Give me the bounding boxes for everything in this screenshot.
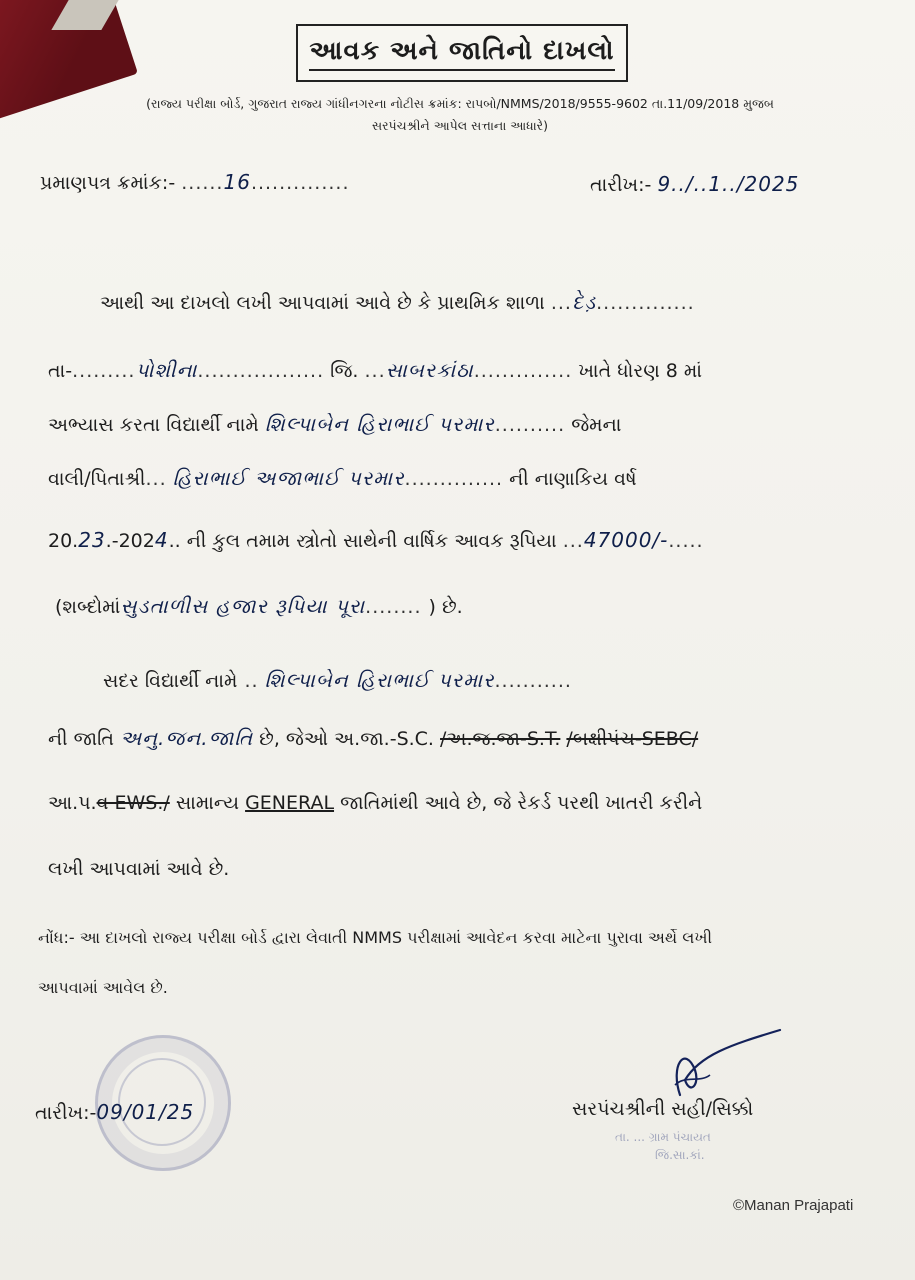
year-prefix-1: 20. [48, 530, 79, 552]
seal-line-1: તા. ... ગ્રામ પંચાયત [615, 1130, 711, 1144]
guardian-name: હિરાભાઈ અજાભાઈ પરમાર [172, 466, 405, 490]
date-value: 9../..1../2025 [657, 172, 800, 196]
ta-label: તા- [48, 360, 73, 382]
ews-prefix: આ.પ. [48, 792, 97, 814]
study-text: અભ્યાસ કરતા વિદ્યાર્થી નામે [48, 414, 259, 436]
closing-row [48, 858, 229, 880]
income-text: .. ની કુલ તમામ સ્ત્રોતો સાથેની વાર્ષિક આવક રૂપિયા [168, 530, 557, 552]
taluka-value: પોશીના [135, 358, 198, 382]
student-name-2: શિલ્પાબેન હિરાભાઈ પરમાર [264, 668, 495, 692]
guardian-label: વાલી/પિતાશ્રી [48, 468, 146, 490]
para2-text: સદર વિદ્યાર્થી નામે [103, 670, 238, 692]
year-hw-2: 4 [154, 528, 169, 552]
note-line-2: આપવામાં આવેલ છે. [38, 978, 168, 997]
para1-row: આથી આ દાખલો લખી આપવામાં આવે છે કે પ્રાથમિક શાળા ...દેડ઼.............. [100, 290, 695, 314]
income-row: 20.23.-2024.. ની કુલ તમામ સ્ત્રોતો સાથેની વાર્ષિક આવક રૂપિયા ...47000/-..... [48, 528, 704, 552]
para1-text: આથી આ દાખલો લખી આપવામાં આવે છે કે પ્રાથમિક શાળા [100, 292, 545, 314]
general-word: GENERAL [245, 792, 335, 814]
subtitle-line-2: સરપંચશ્રીને આપેલ સત્તાના આધારે) [371, 118, 549, 133]
words-label: (શબ્દોમાં [55, 596, 121, 618]
cert-no-value: 16 [223, 170, 251, 194]
student-row: અભ્યાસ કરતા વિદ્યાર્થી નામે શિલ્પાબેન હિરાભાઈ પરમાર.......... જેમના [48, 412, 622, 436]
caste-row [48, 726, 698, 750]
sebc-struck: /બક્ષીપંચ-SEBC/ [566, 728, 699, 750]
cert-no-label: પ્રમાણપત્ર ક્રમાંક:- [40, 172, 176, 194]
watermark: ©Manan Prajapati [733, 1197, 854, 1214]
bottom-date-value: 09/01/25 [96, 1100, 195, 1124]
ews-struck: વ EWS./ [96, 792, 170, 814]
year-mid: .-202 [105, 530, 155, 552]
subtitle [60, 93, 860, 137]
guardian-row: વાલી/પિતાશ્રી... હિરાભાઈ અજાભાઈ પરમાર.............. ની નાણાકિય વર્ષ [48, 466, 637, 490]
signature-scribble [640, 1025, 790, 1105]
title-box [296, 24, 628, 82]
closing-text: લખી આપવામાં આવે છે. [48, 858, 230, 880]
fin-year-text: ની નાણાકિય વર્ષ [509, 468, 637, 490]
para2-row: સદર વિદ્યાર્થી નામે .. શિલ્પાબેન હિરાભાઈ પરમાર........... [103, 668, 572, 692]
student-name: શિલ્પાબેન હિરાભાઈ પરમાર [264, 412, 495, 436]
words-value: સુડતાળીસ હજાર રૂપિયા પૂરા [120, 594, 366, 618]
cert-no-row: પ્રમાણપત્ર ક્રમાંક:- ......16.............. [40, 170, 350, 194]
page-title: આવક અને જાતિનો દાખલો [309, 36, 614, 71]
district-label: જિ. [330, 360, 359, 382]
ews-row [48, 792, 702, 814]
words-end: ) છે. [428, 596, 463, 618]
year-hw-1: 23 [78, 528, 106, 552]
subtitle-line-1: (રાજ્ય પરીક્ષા બોર્ડ, ગુજરાત રાજ્ય ગાંધીનગરના નોટીસ ક્રમાંક: રાપબો/NMMS/2018/9555-9602 તા.11/09/2018 મુજબ [146, 96, 774, 111]
caste-label: ની જાતિ [48, 728, 115, 750]
date-row [590, 172, 799, 196]
seal-lines [615, 1128, 711, 1164]
general-suffix: જાતિમાંથી આવે છે, જે રેકર્ડ પરથી ખાતરી કરીને [340, 792, 703, 814]
st-struck: /અ.જ.જા-S.T. [440, 728, 561, 750]
district-value: સાબરકાંઠા [385, 358, 474, 382]
income-value: 47000/- [583, 528, 669, 552]
school-value: દેડ઼ [571, 290, 597, 314]
bottom-date-label: તારીખ:- [35, 1102, 97, 1124]
taluka-row: તા-.........પોશીના.................. જિ. ...સાબરકાંઠા.............. ખાતે ધોરણ 8 માં [48, 358, 702, 382]
date-label: તારીખ:- [590, 174, 652, 196]
std-text: ખાતે ધોરણ 8 માં [578, 360, 702, 382]
caste-value: અનુ.જન.જાતિ [120, 726, 254, 750]
bottom-date-row [35, 1100, 194, 1124]
words-row: (શબ્દોમાંસુડતાળીસ હજાર રૂપિયા પૂરા........ ) છે. [55, 594, 463, 618]
sign-row [572, 1098, 753, 1120]
caste-mid: છે, જેઓ અ.જા.-S.C. [259, 728, 434, 750]
whose-text: જેમના [571, 414, 622, 436]
note-line-1: નોંધ:- આ દાખલો રાજ્ય પરીક્ષા બોર્ડ દ્વારા લેવાતી NMMS પરીક્ષામાં આવેદન કરવા માટેના પુરાવા અર્થે લખી [38, 928, 713, 947]
general-text: સામાન્ય [175, 792, 240, 814]
sign-label: સરપંચશ્રીની સહી/સિક્કો [572, 1098, 754, 1120]
seal-line-2: જિ.સા.કાં. [655, 1148, 705, 1162]
